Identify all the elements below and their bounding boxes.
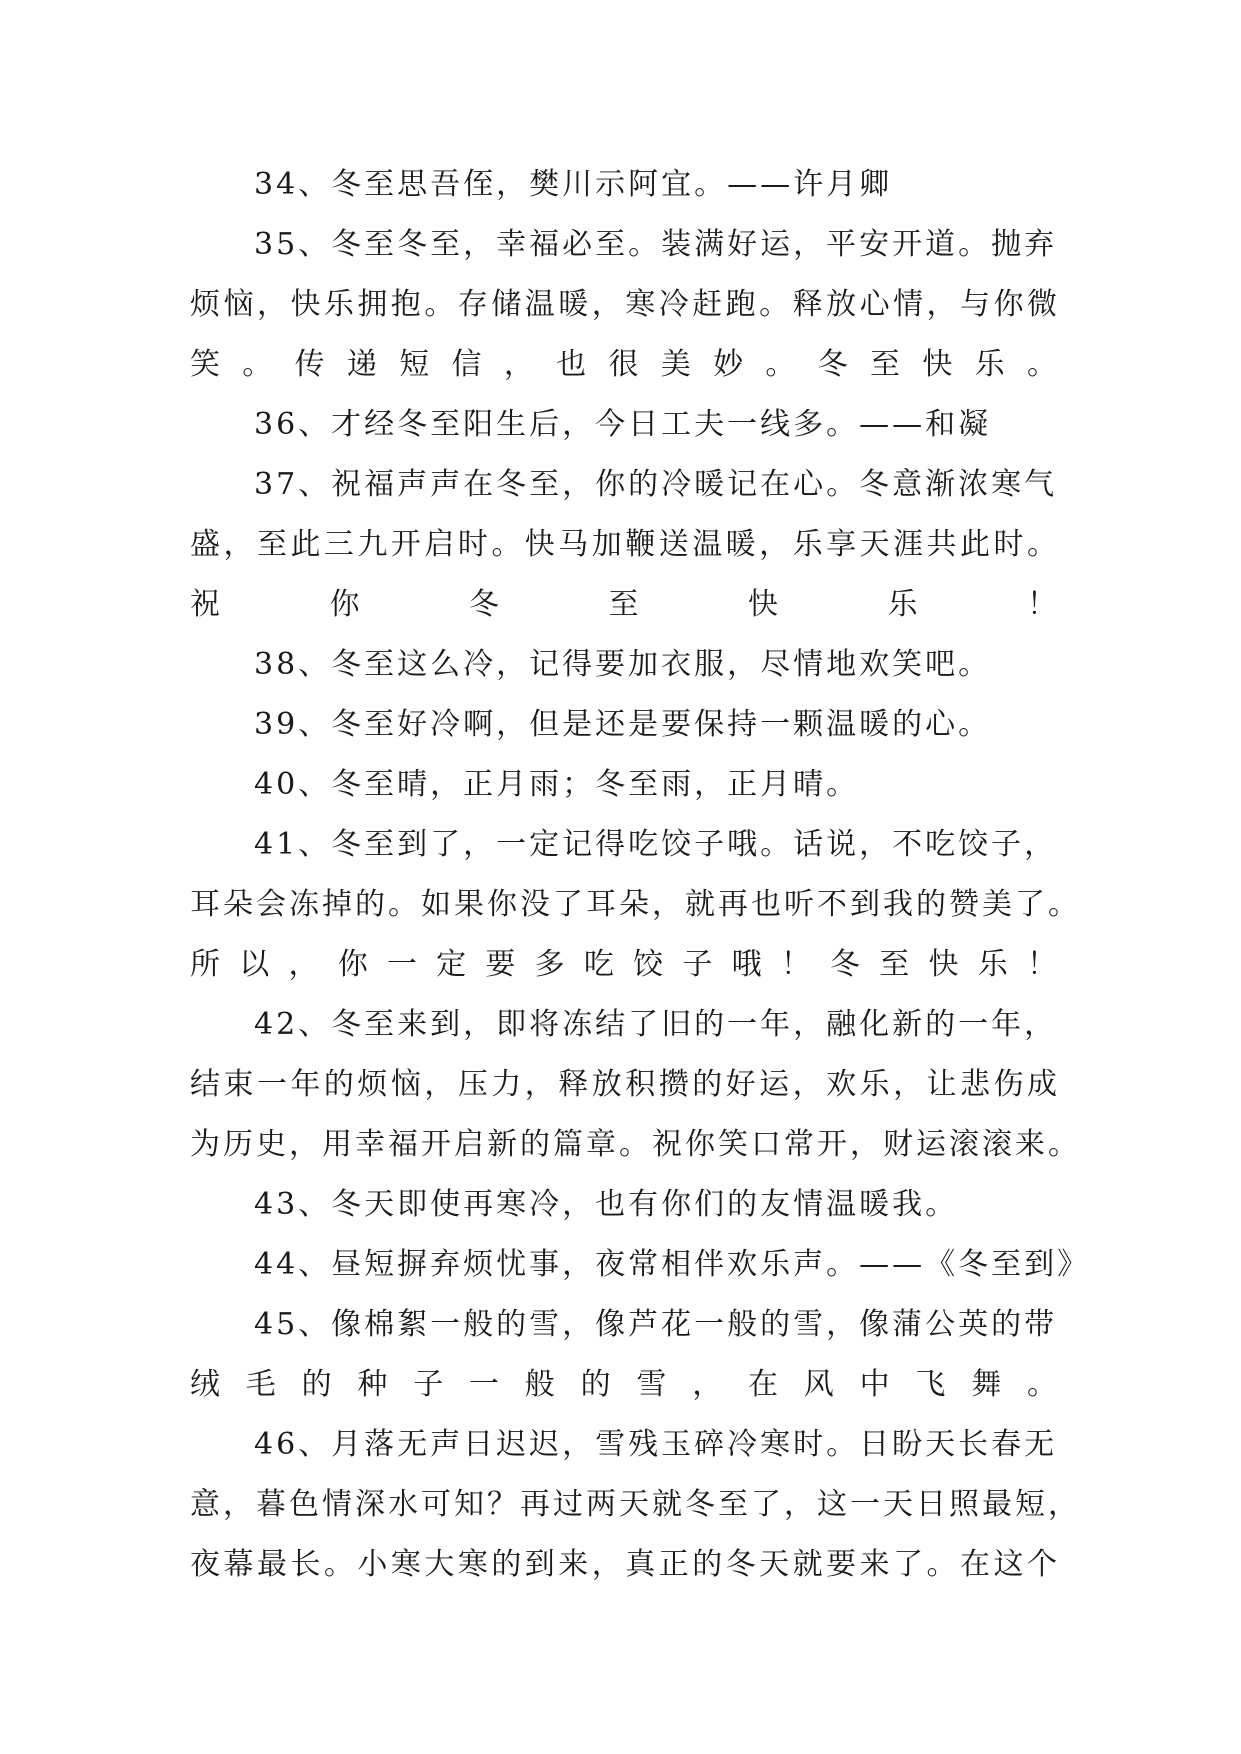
- text-line: 36、才经冬至阳生后，今日工夫一线多。——和凝: [254, 407, 992, 442]
- text-line: 38、冬至这么冷，记得要加衣服，尽情地欢笑吧。: [254, 647, 992, 682]
- text-line: 烦恼，快乐拥抱。存储温暖，寒冷赶跑。释放心情，与你微: [190, 287, 1060, 322]
- text-line: 所以，你一定要多吃饺子哦！冬至快乐！: [190, 947, 1060, 982]
- text-line: 41、冬至到了，一定记得吃饺子哦。话说，不吃饺子，: [254, 827, 1058, 862]
- text-line: 44、昼短摒弃烦忧事，夜常相伴欢乐声。——《冬至到》: [254, 1247, 1091, 1282]
- text-line: 42、冬至来到，即将冻结了旧的一年，融化新的一年，: [254, 1007, 1058, 1042]
- text-line: 39、冬至好冷啊，但是还是要保持一颗温暖的心。: [254, 707, 992, 742]
- text-line: 意，暮色情深水可知？再过两天就冬至了，这一天日照最短，: [190, 1487, 1081, 1522]
- text-line: 祝你冬至快乐！: [190, 587, 1060, 622]
- text-line: 34、冬至思吾侄，樊川示阿宜。——许月卿: [254, 167, 893, 202]
- text-line: 笑。传递短信，也很美妙。冬至快乐。: [190, 347, 1060, 382]
- text-line: 45、像棉絮一般的雪，像芦花一般的雪，像蒲公英的带: [254, 1307, 1058, 1342]
- text-line: 夜幕最长。小寒大寒的到来，真正的冬天就要来了。在这个: [190, 1547, 1060, 1582]
- text-line: 结束一年的烦恼，压力，释放积攒的好运，欢乐，让悲伤成: [190, 1067, 1060, 1102]
- text-line: 37、祝福声声在冬至，你的冷暖记在心。冬意渐浓寒气: [254, 467, 1058, 502]
- text-line: 绒毛的种子一般的雪，在风中飞舞。: [190, 1367, 1060, 1402]
- text-line: 35、冬至冬至，幸福必至。装满好运，平安开道。抛弃: [254, 227, 1058, 262]
- text-line: 盛，至此三九开启时。快马加鞭送温暖，乐享天涯共此时。: [190, 527, 1060, 562]
- text-line: 43、冬天即使再寒冷，也有你们的友情温暖我。: [254, 1187, 959, 1222]
- text-line: 为历史，用幸福开启新的篇章。祝你笑口常开，财运滚滚来。: [190, 1127, 1081, 1162]
- text-line: 40、冬至晴，正月雨；冬至雨，正月晴。: [254, 767, 860, 802]
- text-line: 46、月落无声日迟迟，雪残玉碎冷寒时。日盼天长春无: [254, 1427, 1058, 1462]
- document-body: [190, 155, 1091, 1595]
- text-line: 耳朵会冻掉的。如果你没了耳朵，就再也听不到我的赞美了。: [190, 887, 1081, 922]
